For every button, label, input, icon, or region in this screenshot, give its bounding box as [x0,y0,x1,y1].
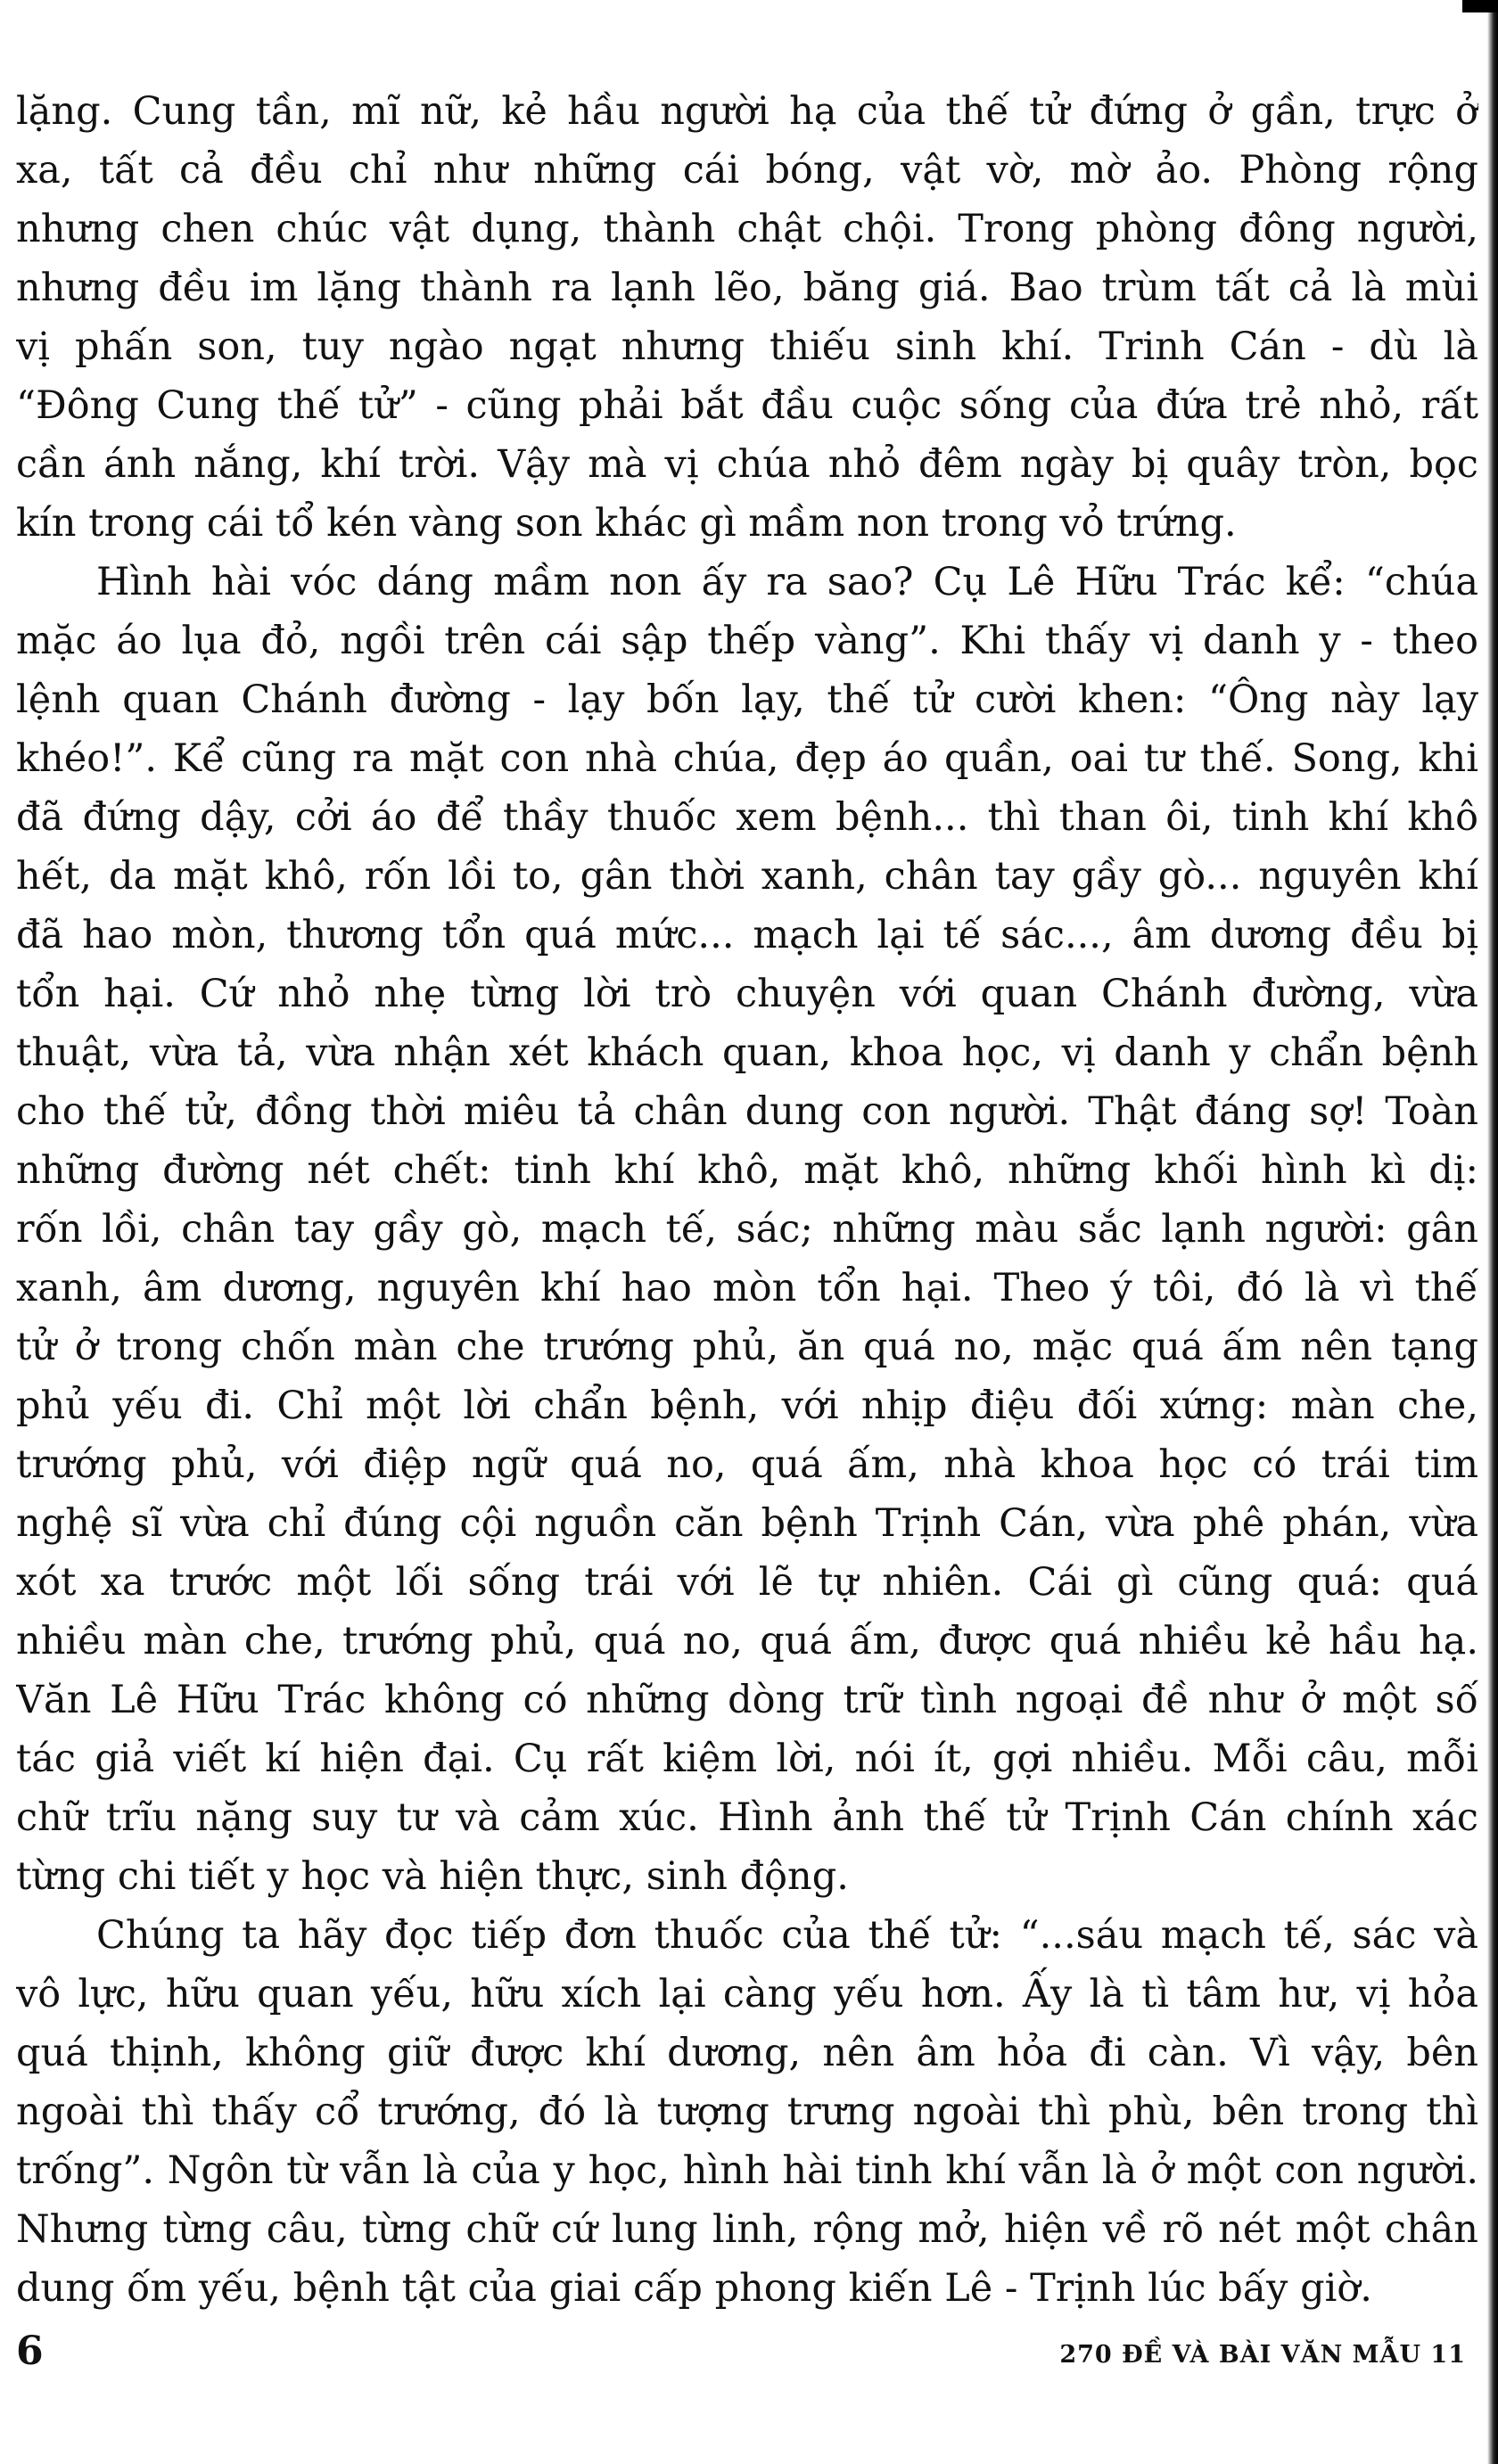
text-line: nghệ sĩ vừa chỉ đúng cội nguồn căn bệnh Trịnh Cán, vừa phê phán, vừa [16,1501,1478,1546]
text-line: phủ yếu đi. Chỉ một lời chẩn bệnh, với nhịp điệu đối xứng: màn che, [16,1384,1478,1428]
text-line: “Đông Cung thế tử” - cũng phải bắt đầu cuộc sống của đứa trẻ nhỏ, rất [16,383,1478,428]
text-line: đã đứng dậy, cởi áo để thầy thuốc xem bệnh... thì than ôi, tinh khí khô [16,795,1478,840]
text-line: cho thế tử, đồng thời miêu tả chân dung con người. Thật đáng sợ! Toàn [16,1089,1478,1134]
text-line: nhiều màn che, trướng phủ, quá no, quá ấm, được quá nhiều kẻ hầu hạ. [16,1619,1478,1663]
text-line: Nhưng từng câu, từng chữ cứ lung linh, rộng mở, hiện về rõ nét một chân [16,2207,1478,2252]
text-line: đã hao mòn, thương tổn quá mức... mạch lại tế sác..., âm dương đều bị [16,913,1478,957]
text-line: xanh, âm dương, nguyên khí hao mòn tổn hại. Theo ý tôi, đó là vì thế [16,1266,1478,1310]
paragraph-start: Hình hài vóc dáng mầm non ấy ra sao? Cụ Lê Hữu Trác kể: “chúa [96,560,1478,604]
text-line: xót xa trước một lối sống trái với lẽ tự nhiên. Cái gì cũng quá: quá [16,1560,1478,1605]
text-line: nhưng đều im lặng thành ra lạnh lẽo, băng giá. Bao trùm tất cả là mùi [16,266,1478,310]
text-line: Văn Lê Hữu Trác không có những dòng trữ tình ngoại đề như ở một số [16,1678,1478,1722]
page-edge-shadow [1487,0,1498,2464]
text-line: trống”. Ngôn từ vẫn là của y học, hình hài tinh khí vẫn là ở một con người. [16,2148,1478,2193]
text-line: xa, tất cả đều chỉ như những cái bóng, vật vờ, mờ ảo. Phòng rộng [16,148,1478,193]
page-number: 6 [16,2328,44,2374]
text-line: rốn lồi, chân tay gầy gò, mạch tế, sác; những màu sắc lạnh người: gân [16,1207,1478,1252]
text-line: vị phấn son, tuy ngào ngạt nhưng thiếu sinh khí. Trinh Cán - dù là [16,324,1478,369]
text-line: chữ trĩu nặng suy tư và cảm xúc. Hình ảnh thế tử Trịnh Cán chính xác [16,1795,1478,1840]
text-line: những đường nét chết: tinh khí khô, mặt khô, những khối hình kì dị: [16,1148,1478,1193]
text-line: quá thịnh, không giữ được khí dương, nên âm hỏa đi càn. Vì vậy, bên [16,2031,1478,2075]
text-line: ngoài thì thấy cổ trướng, đó là tượng trưng ngoài thì phù, bên trong thì [16,2090,1478,2134]
text-line: hết, da mặt khô, rốn lồi to, gân thời xanh, chân tay gầy gò... nguyên khí [16,854,1478,899]
text-line: tổn hại. Cứ nhỏ nhẹ từng lời trò chuyện với quan Chánh đường, vừa [16,972,1478,1016]
text-line: thuật, vừa tả, vừa nhận xét khách quan, khoa học, vị danh y chẩn bệnh [16,1031,1478,1075]
text-line: khéo!”. Kể cũng ra mặt con nhà chúa, đẹp áo quần, oai tư thế. Song, khi [16,736,1478,781]
text-line: lặng. Cung tần, mĩ nữ, kẻ hầu người hạ của thế tử đứng ở gần, trực ở [16,89,1478,134]
running-footer-title: 270 ĐỀ VÀ BÀI VĂN MẪU 11 [1059,2341,1466,2369]
text-line: vô lực, hữu quan yếu, hữu xích lại càng yếu hơn. Ấy là tì tâm hư, vị hỏa [16,1972,1478,2016]
text-line: kín trong cái tổ kén vàng son khác gì mầm non trong vỏ trứng. [16,501,1237,546]
body-text [16,82,1478,2318]
text-line: mặc áo lụa đỏ, ngồi trên cái sập thếp vàng”. Khi thấy vị danh y - theo [16,619,1478,663]
text-line: trướng phủ, với điệp ngữ quá no, quá ấm, nhà khoa học có trái tim [16,1442,1478,1487]
text-line: lệnh quan Chánh đường - lạy bốn lạy, thế tử cười khen: “Ông này lạy [16,678,1478,722]
text-line: cần ánh nắng, khí trời. Vậy mà vị chúa nhỏ đêm ngày bị quây tròn, bọc [16,442,1478,487]
text-line: nhưng chen chúc vật dụng, thành chật chội. Trong phòng đông người, [16,207,1478,251]
page-corner-shadow [1462,0,1498,12]
text-line: từng chi tiết y học và hiện thực, sinh động. [16,1854,849,1899]
paragraph-start: Chúng ta hãy đọc tiếp đơn thuốc của thế tử: “...sáu mạch tế, sác và [96,1913,1478,1958]
text-line: tác giả viết kí hiện đại. Cụ rất kiệm lời, nói ít, gợi nhiều. Mỗi câu, mỗi [16,1737,1478,1781]
text-line: dung ốm yếu, bệnh tật của giai cấp phong kiến Lê - Trịnh lúc bấy giờ. [16,2266,1372,2311]
text-line: tử ở trong chốn màn che trướng phủ, ăn quá no, mặc quá ấm nên tạng [16,1325,1478,1369]
